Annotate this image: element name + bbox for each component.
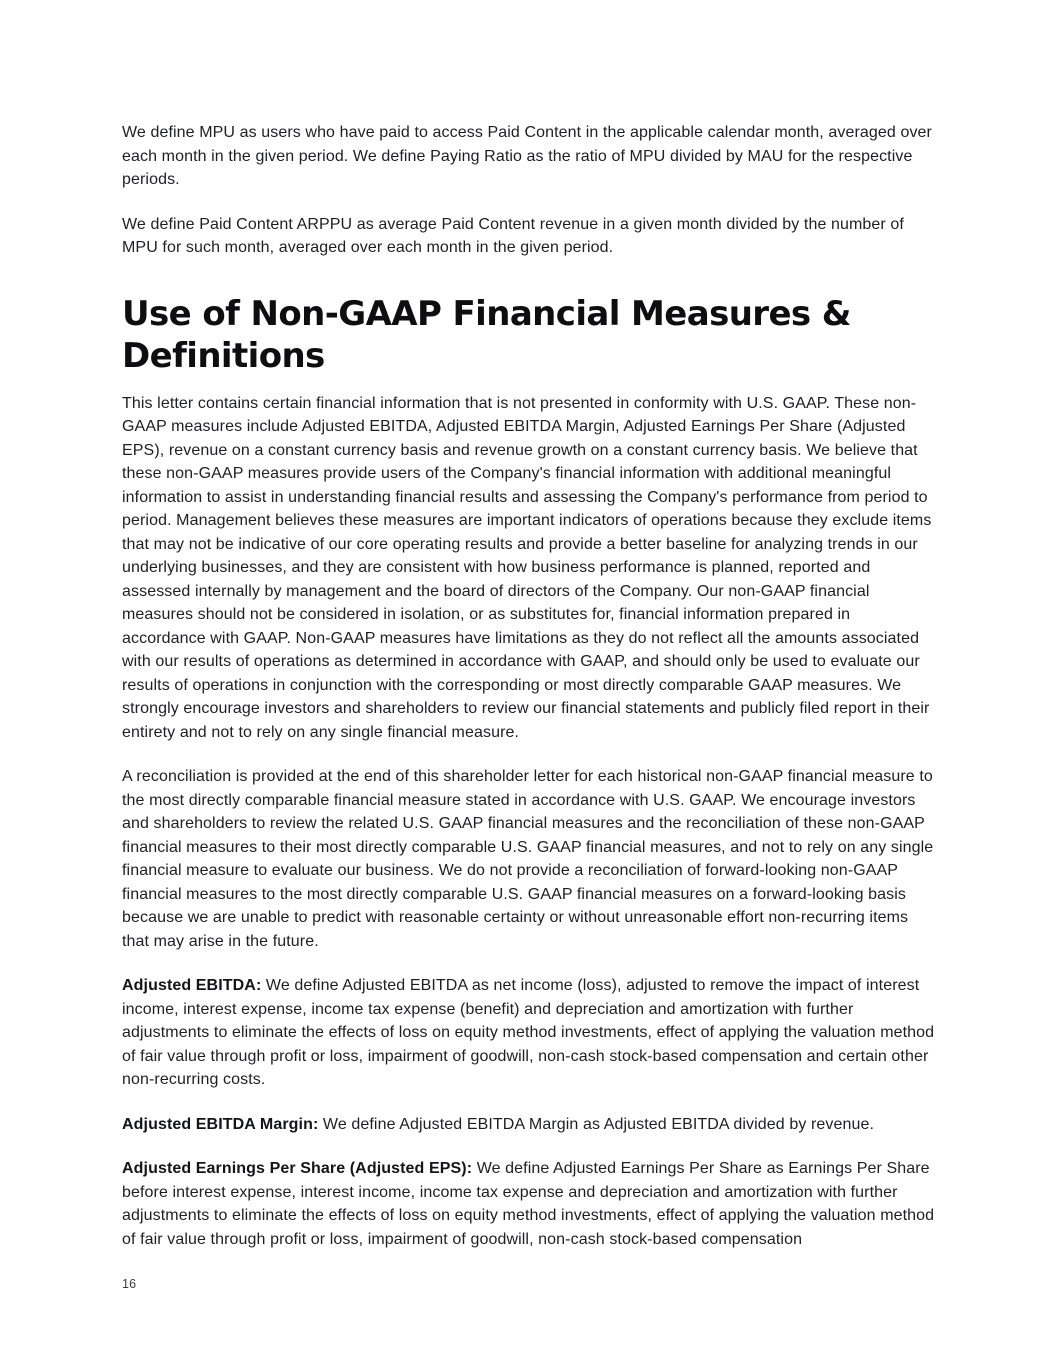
definition-text-adjusted-ebitda: We define Adjusted EBITDA as net income (loss), adjusted to remove the impact of interest income, interest expense, income tax expense (benefit) and depreciation and amortization with further adjustments to eliminate the effects of loss on equity method investments, effect of applying the valuation method of fair value through profit or loss, impairment of goodwill, non-cash stock-based compensation and certain other non-recurring costs. bbox=[122, 977, 935, 1088]
section-heading-non-gaap: Use of Non-GAAP Financial Measures & Definitions bbox=[122, 293, 851, 376]
paragraph-adjusted-ebitda-margin bbox=[122, 1113, 936, 1137]
definition-term-adjusted-ebitda-margin: Adjusted EBITDA Margin: bbox=[122, 1115, 319, 1133]
paragraph-adjusted-ebitda bbox=[122, 974, 936, 1092]
page-number: 16 bbox=[122, 1277, 137, 1291]
paragraph-mpu-definition: We define MPU as users who have paid to access Paid Content in the applicable calendar month, averaged over each month in the given period. We define Paying Ratio as the ratio of MPU divided by MAU for the respective periods. bbox=[122, 124, 932, 188]
paragraph-adjusted-eps bbox=[122, 1157, 936, 1251]
definition-text-adjusted-ebitda-margin: We define Adjusted EBITDA Margin as Adjusted EBITDA divided by revenue. bbox=[318, 1115, 875, 1133]
page-content bbox=[122, 121, 936, 1272]
paragraph-non-gaap-overview: This letter contains certain financial information that is not presented in conformity with U.S. GAAP. These non-GAAP measures include Adjusted EBITDA, Adjusted EBITDA Margin, Adjusted Earnings Per Share (Adjusted EPS), revenue on a constant currency basis and revenue growth on a constant currency basis. We believe that these non-GAAP measures provide users of the Company's financial information with additional meaningful information to assist in understanding financial results and assessing the Company's performance from period to period. Management believes these measures are important indicators of operations because they exclude items that may not be indicative of our core operating results and provide a better baseline for analyzing trends in our underlying businesses, and they are consistent with how business performance is planned, reported and assessed internally by management and the board of directors of the Company. Our non-GAAP financial measures should not be considered in isolation, or as substitutes for, financial information prepared in accordance with GAAP. Non-GAAP measures have limitations as they do not reflect all the amounts associated with our results of operations as determined in accordance with GAAP, and should only be used to evaluate our results of operations in conjunction with the corresponding or most directly comparable GAAP measures. We strongly encourage investors and shareholders to review our financial statements and publicly filed report in their entirety and not to rely on any single financial measure. bbox=[122, 394, 932, 741]
definition-term-adjusted-eps: Adjusted Earnings Per Share (Adjusted EPS): bbox=[122, 1160, 473, 1177]
definition-text-adjusted-eps: We define Adjusted Earnings Per Share as Earnings Per Share before interest expense, interest income, income tax expense and depreciation and amortization with further adjustments to eliminate the effects of loss on equity method investments, effect of applying the valuation method of fair value through profit or loss, impairment of goodwill, non-cash stock-based compensation bbox=[122, 1160, 935, 1248]
paragraph-reconciliation: A reconciliation is provided at the end of this shareholder letter for each historical non-GAAP financial measure to the most directly comparable financial measure stated in accordance with U.S. GAAP. We encourage investors and shareholders to review the related U.S. GAAP financial measures and the reconciliation of these non-GAAP financial measures to their most directly comparable U.S. GAAP financial measures, and not to rely on any single financial measure to evaluate our business. We do not provide a reconciliation of forward-looking non-GAAP financial measures to the most directly comparable U.S. GAAP financial measures on a forward-looking basis because we are unable to predict with reasonable certainty or without unreasonable effort non-recurring items that may arise in the future. bbox=[122, 768, 934, 950]
paragraph-arppu-definition: We define Paid Content ARPPU as average Paid Content revenue in a given month divided by the number of MPU for such month, averaged over each month in the given period. bbox=[122, 215, 904, 256]
definition-term-adjusted-ebitda: Adjusted EBITDA: bbox=[122, 977, 262, 994]
